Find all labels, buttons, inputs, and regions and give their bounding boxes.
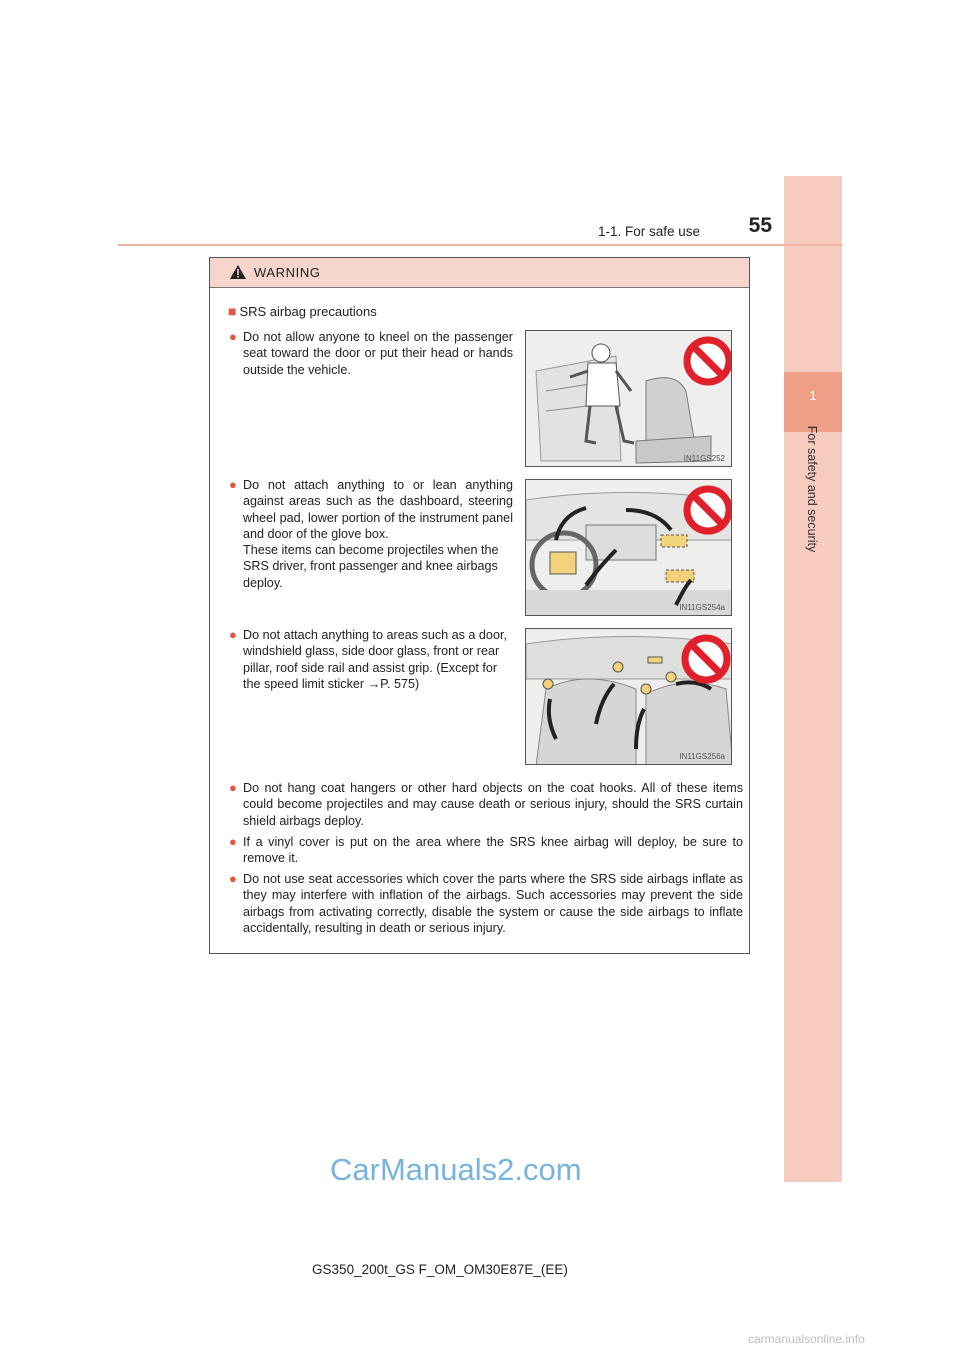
bullet-dot-icon: ● — [229, 477, 237, 492]
figure-code: IN11GS256a — [679, 752, 725, 761]
bullet-dot-icon: ● — [229, 834, 237, 849]
bullet-vinyl-cover — [229, 834, 743, 867]
side-tab — [784, 176, 842, 1182]
bullet-text: If a vinyl cover is put on the area where the SRS knee airbag will deploy, be sure to remove it. — [243, 835, 743, 866]
bullet-text-continued: These items can become projectiles when the SRS driver, front passenger and knee airbags deploy. — [243, 543, 499, 590]
bullet-text: Do not allow anyone to kneel on the passenger seat toward the door or put their head or hands outside the vehicle. — [243, 330, 513, 377]
figure-cabin-interior-illustration — [526, 629, 732, 765]
bullet-text: Do not use seat accessories which cover the parts where the SRS side airbags inflate as they may interfere with inflation of the airbags. Such accessories may prevent the side airbags from activating correctly, disable the system or cause the side airbags to inflate accidentally, resulting in death or serious injury. — [243, 872, 743, 935]
bullet-text: Do not attach anything to or lean anything against areas such as the dashboard, steering wheel pad, lower portion of the instrument panel and door of the glove box. — [243, 478, 513, 541]
figure-dashboard — [525, 479, 732, 616]
bullet-dot-icon: ● — [229, 329, 237, 344]
subhead-text: SRS airbag precautions — [239, 304, 377, 319]
bullet-seat-accessories — [229, 871, 743, 936]
bullet-kneel — [229, 329, 513, 378]
bullet-dashboard — [229, 477, 513, 591]
bullet-coat-hooks — [229, 780, 743, 829]
warning-triangle-icon — [229, 264, 247, 280]
warning-title: WARNING — [254, 265, 321, 280]
chapter-label-text: For safety and security — [805, 425, 819, 553]
document-code: GS350_200t_GS F_OM_OM30E87E_(EE) — [312, 1262, 568, 1277]
square-bullet-icon: ■ — [228, 303, 237, 319]
bullet-dot-icon: ● — [229, 871, 237, 886]
bullet-door-windshield — [229, 627, 513, 692]
figure-dashboard-illustration — [526, 480, 732, 616]
figure-passenger-seat-illustration — [526, 331, 732, 467]
bullet-dot-icon: ● — [229, 780, 237, 795]
chapter-label — [802, 390, 822, 590]
figure-code: IN11GS254a — [679, 603, 725, 612]
header-rule — [118, 244, 842, 246]
page-number: 55 — [748, 214, 772, 237]
section-title: 1-1. For safe use — [597, 224, 700, 239]
chapter-number: 1 — [809, 388, 817, 403]
figure-passenger-seat — [525, 330, 732, 467]
figure-code: IN11GS252 — [683, 454, 725, 463]
watermark: CarManuals2.com — [330, 1152, 582, 1187]
bullet-text: Do not hang coat hangers or other hard objects on the coat hooks. All of these items could become projectiles and may cause death or serious injury, should the SRS curtain shield airbags deploy. — [243, 781, 743, 828]
bullet-dot-icon: ● — [229, 627, 237, 642]
figure-cabin-interior — [525, 628, 732, 765]
site-watermark: carmanualsonline.info — [748, 1332, 865, 1346]
bullet-text: Do not attach anything to areas such as a door, windshield glass, side door glass, front or rear pillar, roof side rail and assist grip. (Except for the speed limit sticker →P. 575) — [243, 628, 507, 691]
subhead — [228, 303, 377, 319]
